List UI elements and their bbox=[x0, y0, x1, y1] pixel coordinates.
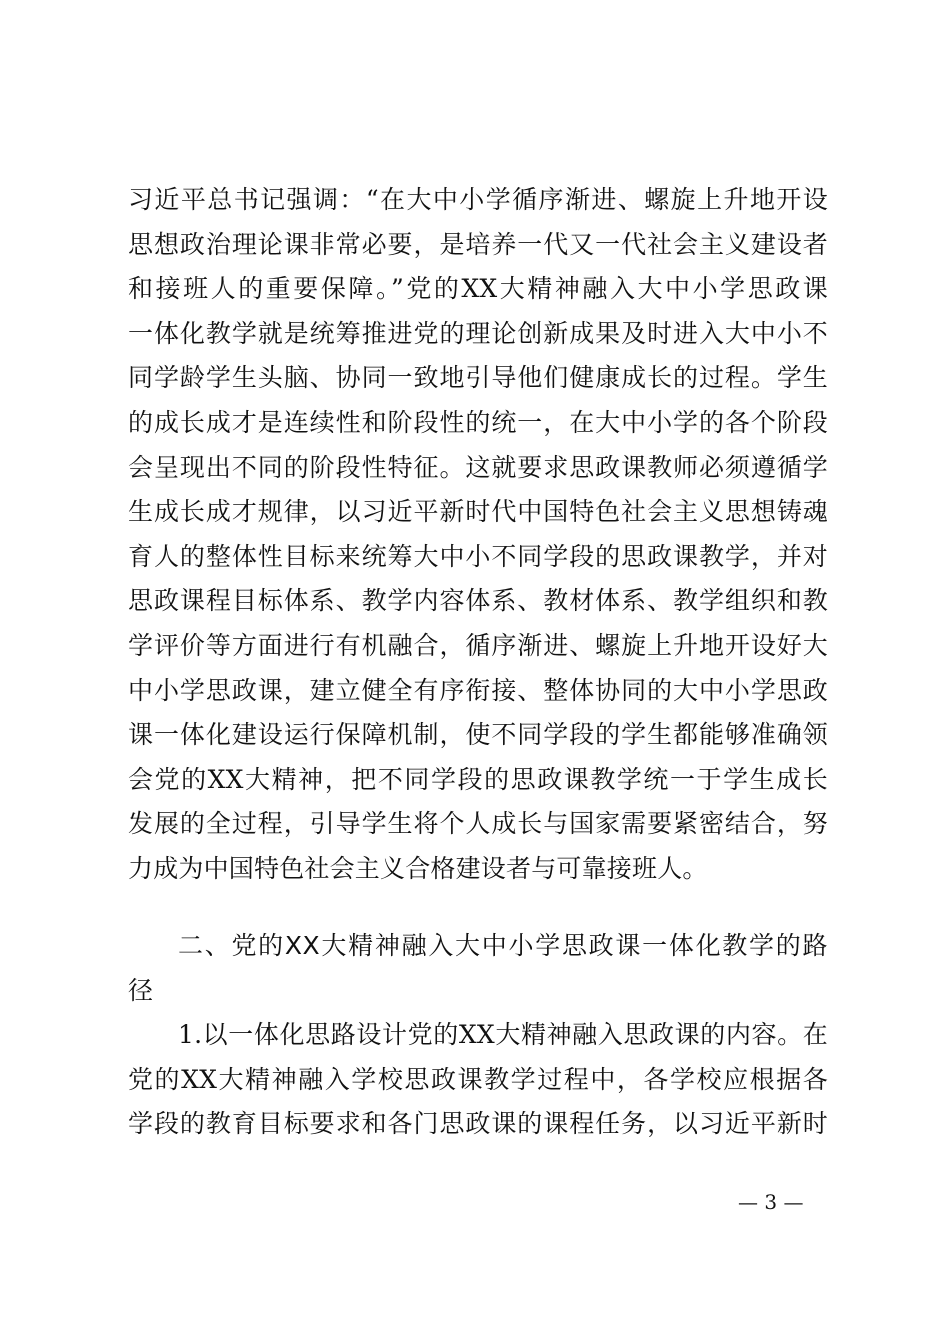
section-heading bbox=[128, 924, 828, 1013]
paragraph-1-line: 育人的整体性目标来统筹大中小不同学段的思政课教学，并对 bbox=[128, 541, 828, 571]
paragraph-2-line: 1.以一体化思路设计党的XX大精神融入思政课的内容。在 bbox=[178, 1020, 828, 1049]
paragraph-1-line: 思政课程目标体系、教学内容体系、教材体系、教学组织和教 bbox=[128, 586, 828, 616]
paragraph-1-line: 中小学思政课，建立健全有序衔接、整体协同的大中小学思政 bbox=[128, 675, 828, 705]
paragraph-2 bbox=[128, 1013, 828, 1147]
section-heading-line: 二、党的XX大精神融入大中小学思政课一体化教学的路 bbox=[178, 931, 828, 960]
paragraph-1-line: 的成长成才是连续性和阶段性的统一，在大中小学的各个阶段 bbox=[128, 407, 828, 437]
paragraph-1-line: 会呈现出不同的阶段性特征。这就要求思政课教师必须遵循学 bbox=[128, 452, 828, 482]
paragraph-1-line: 会党的XX大精神，把不同学段的思政课教学统一于学生成长 bbox=[128, 764, 828, 794]
paragraph-1-line: 思想政治理论课非常必要，是培养一代又一代社会主义建设者 bbox=[128, 229, 828, 259]
paragraph-1-line: 同学龄学生头脑、协同一致地引导他们健康成长的过程。学生 bbox=[128, 363, 828, 393]
paragraph-2-line: 党的XX大精神融入学校思政课教学过程中，各学校应根据各 bbox=[128, 1064, 828, 1094]
paragraph-1-line: 一体化教学就是统筹推进党的理论创新成果及时进入大中小不 bbox=[128, 318, 828, 348]
paragraph-1-line: 发展的全过程，引导学生将个人成长与国家需要紧密结合，努 bbox=[128, 809, 828, 839]
section-heading-line: 径 bbox=[128, 975, 154, 1005]
paragraph-1-line: 力成为中国特色社会主义合格建设者与可靠接班人。 bbox=[128, 853, 708, 883]
paragraph-1-line: 生成长成才规律，以习近平新时代中国特色社会主义思想铸魂 bbox=[128, 497, 828, 527]
paragraph-1-line: 和接班人的重要保障。”党的XX大精神融入大中小学思政课 bbox=[128, 274, 828, 304]
paragraph-1 bbox=[128, 178, 828, 892]
paragraph-1-line: 学评价等方面进行有机融合，循序渐进、螺旋上升地开设好大 bbox=[128, 630, 828, 660]
page-number: — 3 — bbox=[738, 1190, 804, 1214]
paragraph-2-line: 学段的教育目标要求和各门思政课的课程任务，以习近平新时 bbox=[128, 1109, 828, 1139]
paragraph-1-line: 课一体化建设运行保障机制，使不同学段的学生都能够准确领 bbox=[128, 720, 828, 750]
paragraph-1-line: 习近平总书记强调：“在大中小学循序渐进、螺旋上升地开设 bbox=[128, 185, 828, 214]
